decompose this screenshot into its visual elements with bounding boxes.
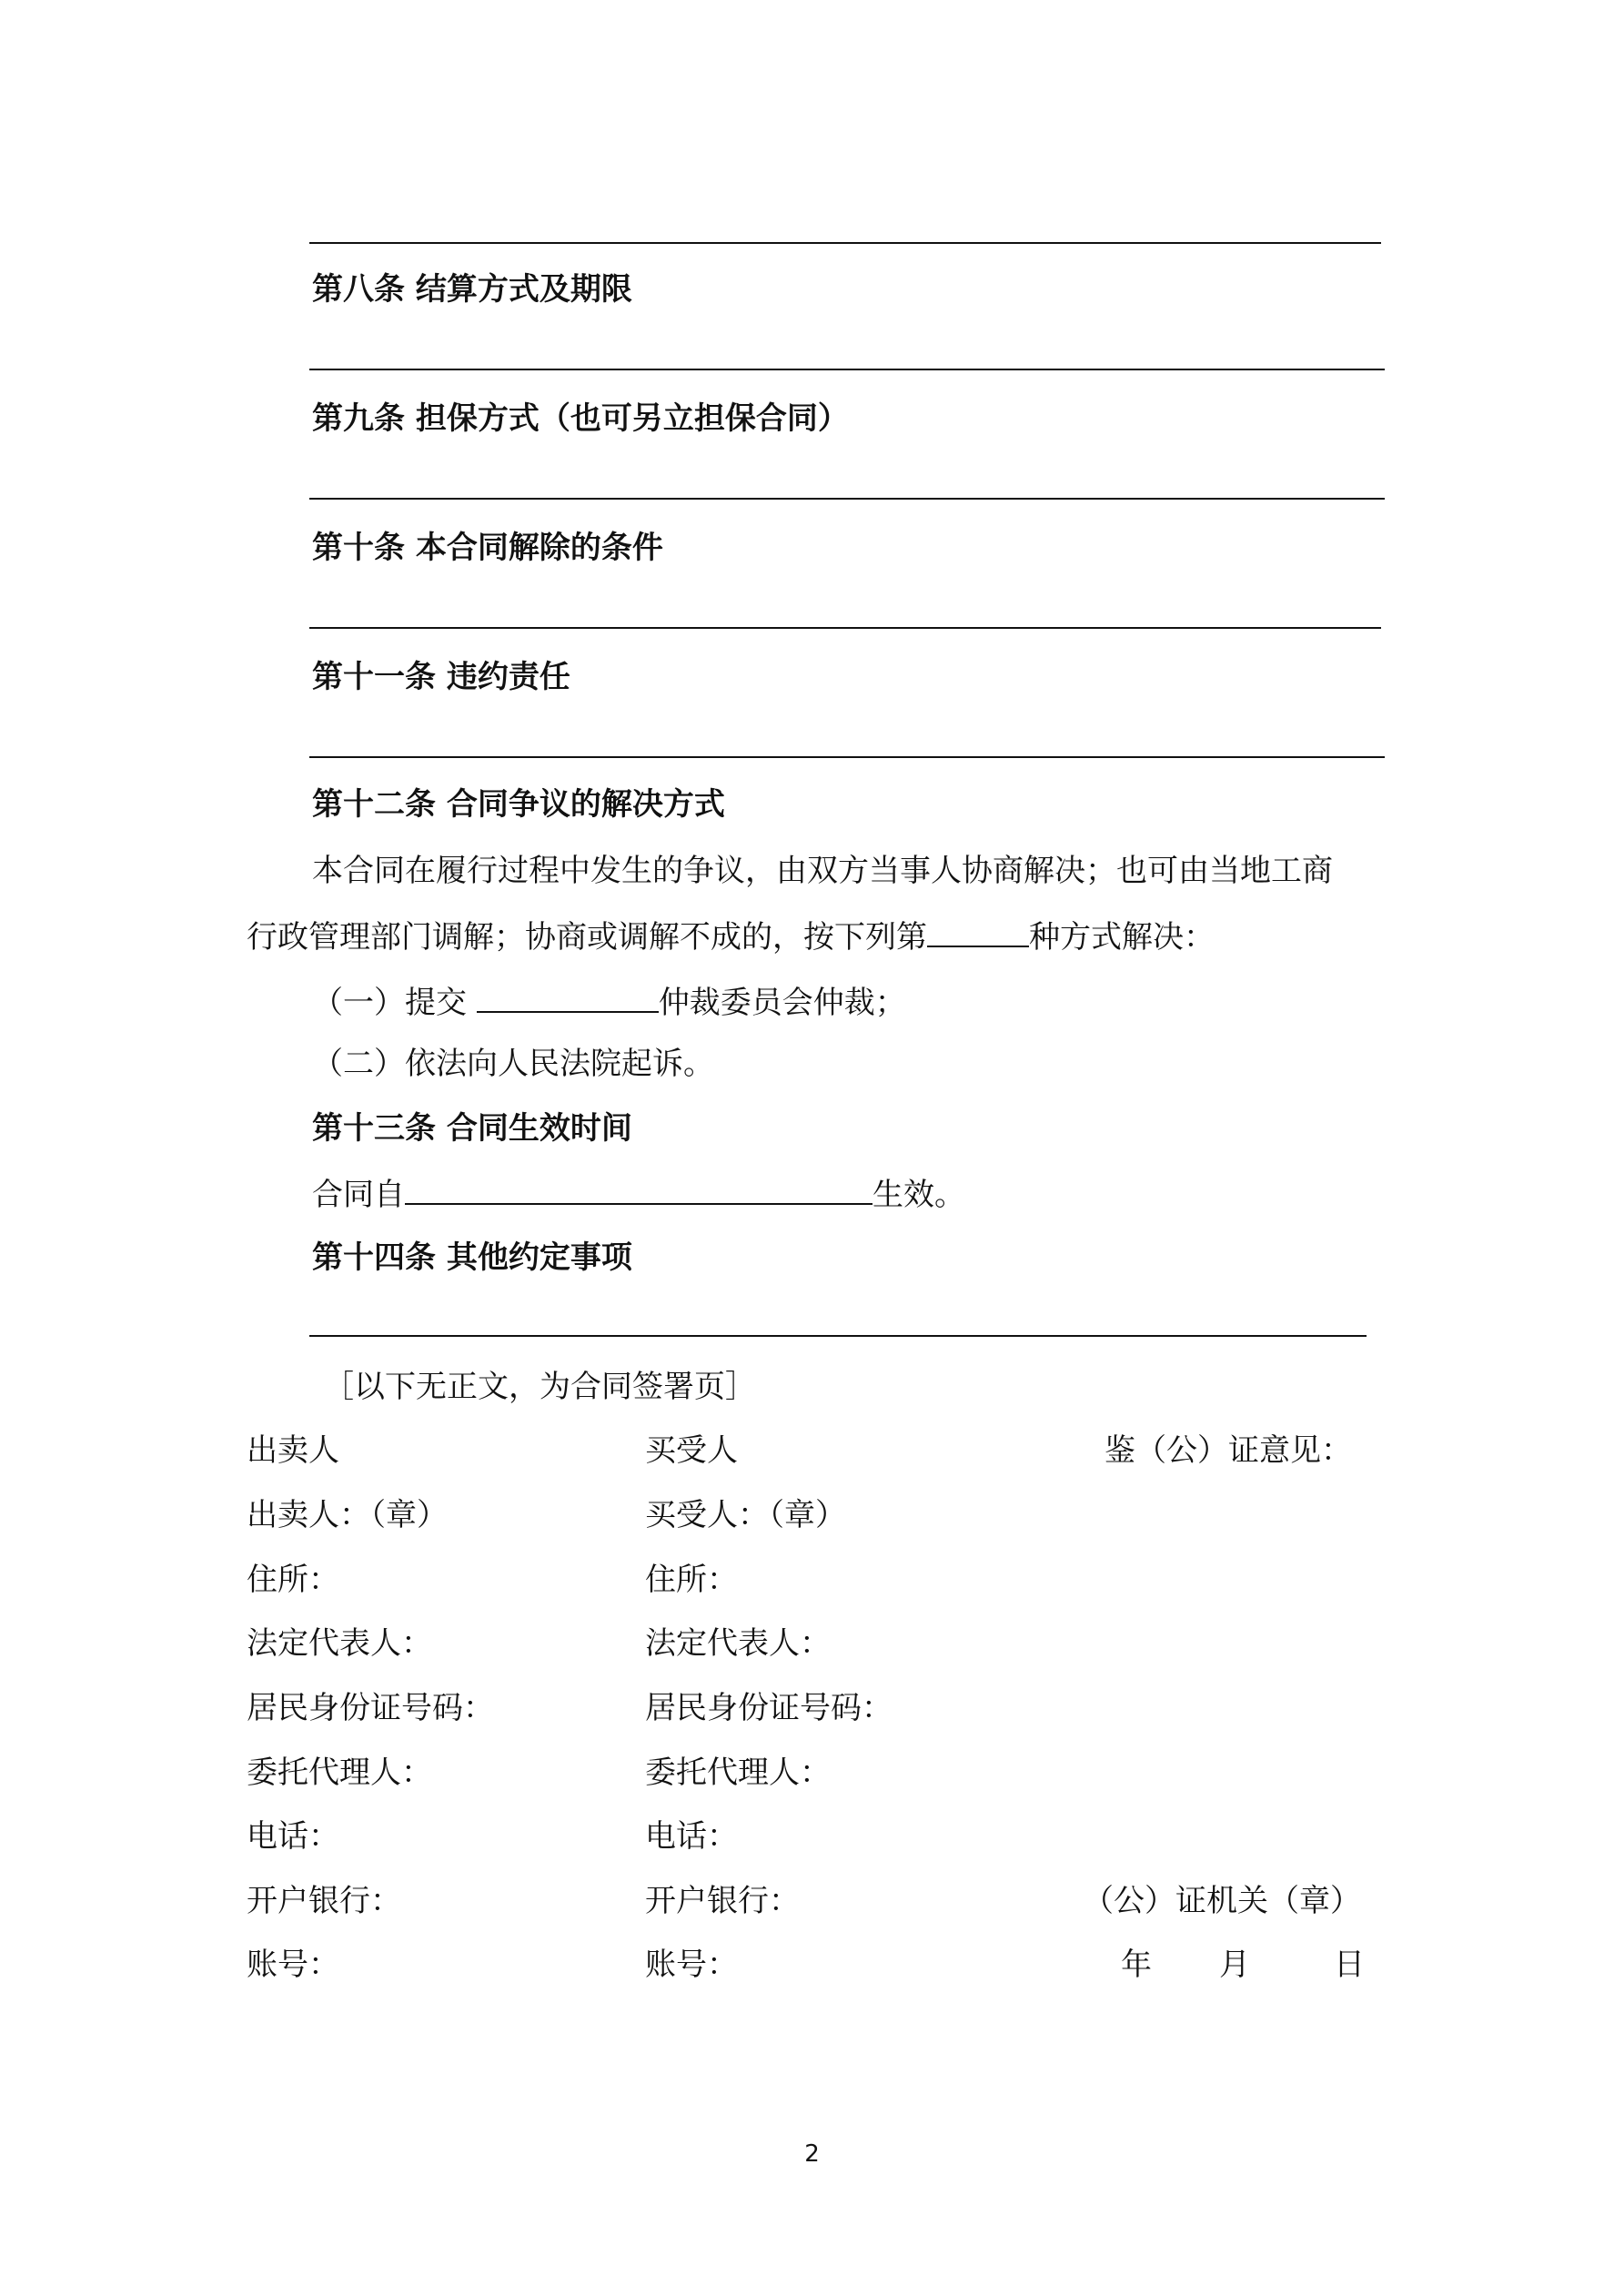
blank-line-article-11: [309, 756, 1385, 758]
notary-opinion: 鉴（公）证意见：: [1105, 1432, 1352, 1469]
page-number: 2: [804, 2140, 820, 2168]
seller-phone: 电话：: [247, 1818, 339, 1855]
effective-date-blank: [405, 1172, 873, 1205]
article-12-body-line2-post: 种方式解决：: [1029, 919, 1215, 956]
seller-address: 住所：: [247, 1562, 339, 1598]
no-more-text-note: ［以下无正文，为合同签署页］: [323, 1369, 756, 1405]
buyer-legal-rep: 法定代表人：: [645, 1625, 831, 1662]
notary-date-day: 日: [1334, 1947, 1365, 1983]
notary-authority-seal: （公）证机关（章）: [1083, 1883, 1361, 1919]
article-8-heading: 第八条 结算方式及期限: [312, 271, 632, 308]
seller-legal-rep: 法定代表人：: [247, 1625, 432, 1662]
buyer-agent: 委托代理人：: [645, 1755, 831, 1791]
article-13-body: [312, 1172, 965, 1215]
seller-agent: 委托代理人：: [247, 1755, 432, 1791]
seller-bank: 开户银行：: [247, 1883, 401, 1919]
article-12-heading: 第十二条 合同争议的解决方式: [312, 786, 725, 823]
buyer-title: 买受人: [645, 1432, 738, 1469]
seller-account: 账号：: [247, 1947, 339, 1983]
notary-date-month: 月: [1219, 1947, 1250, 1983]
buyer-id-number: 居民身份证号码：: [645, 1690, 893, 1726]
blank-line-article-10: [309, 627, 1381, 629]
blank-line-article-8: [309, 369, 1385, 370]
blank-line-article-14: [309, 1335, 1367, 1337]
arbitration-committee-blank: [477, 980, 659, 1013]
article-12-option-2: （二）依法向人民法院起诉。: [312, 1046, 714, 1082]
buyer-account: 账号：: [645, 1947, 738, 1983]
buyer-phone: 电话：: [645, 1818, 738, 1855]
buyer-address: 住所：: [645, 1562, 738, 1598]
article-12-body-line2-pre: 行政管理部门调解；协商或调解不成的，按下列第: [247, 919, 927, 956]
article-12-option-1: [312, 980, 906, 1023]
blank-line-article-7: [309, 242, 1381, 244]
effective-post: 生效。: [873, 1177, 965, 1213]
option-1-post: 仲裁委员会仲裁；: [658, 985, 906, 1021]
article-12-body-line2: [247, 915, 1215, 957]
method-number-blank: [927, 915, 1029, 947]
seller-title: 出卖人: [247, 1432, 339, 1469]
article-11-heading: 第十一条 违约责任: [312, 659, 570, 695]
article-10-heading: 第十条 本合同解除的条件: [312, 530, 663, 566]
seller-seal: 出卖人：（章）: [247, 1497, 448, 1533]
article-13-heading: 第十三条 合同生效时间: [312, 1110, 632, 1147]
notary-date-year: 年: [1121, 1947, 1152, 1983]
seller-id-number: 居民身份证号码：: [247, 1690, 494, 1726]
buyer-bank: 开户银行：: [645, 1883, 800, 1919]
buyer-seal: 买受人：（章）: [645, 1497, 846, 1533]
article-14-heading: 第十四条 其他约定事项: [312, 1239, 632, 1276]
blank-line-article-9: [309, 498, 1385, 500]
article-9-heading: 第九条 担保方式（也可另立担保合同）: [312, 400, 849, 437]
article-12-body-line1: 本合同在履行过程中发生的争议，由双方当事人协商解决；也可由当地工商: [312, 853, 1333, 889]
effective-pre: 合同自: [312, 1177, 405, 1213]
option-1-pre: （一）提交: [312, 985, 477, 1021]
